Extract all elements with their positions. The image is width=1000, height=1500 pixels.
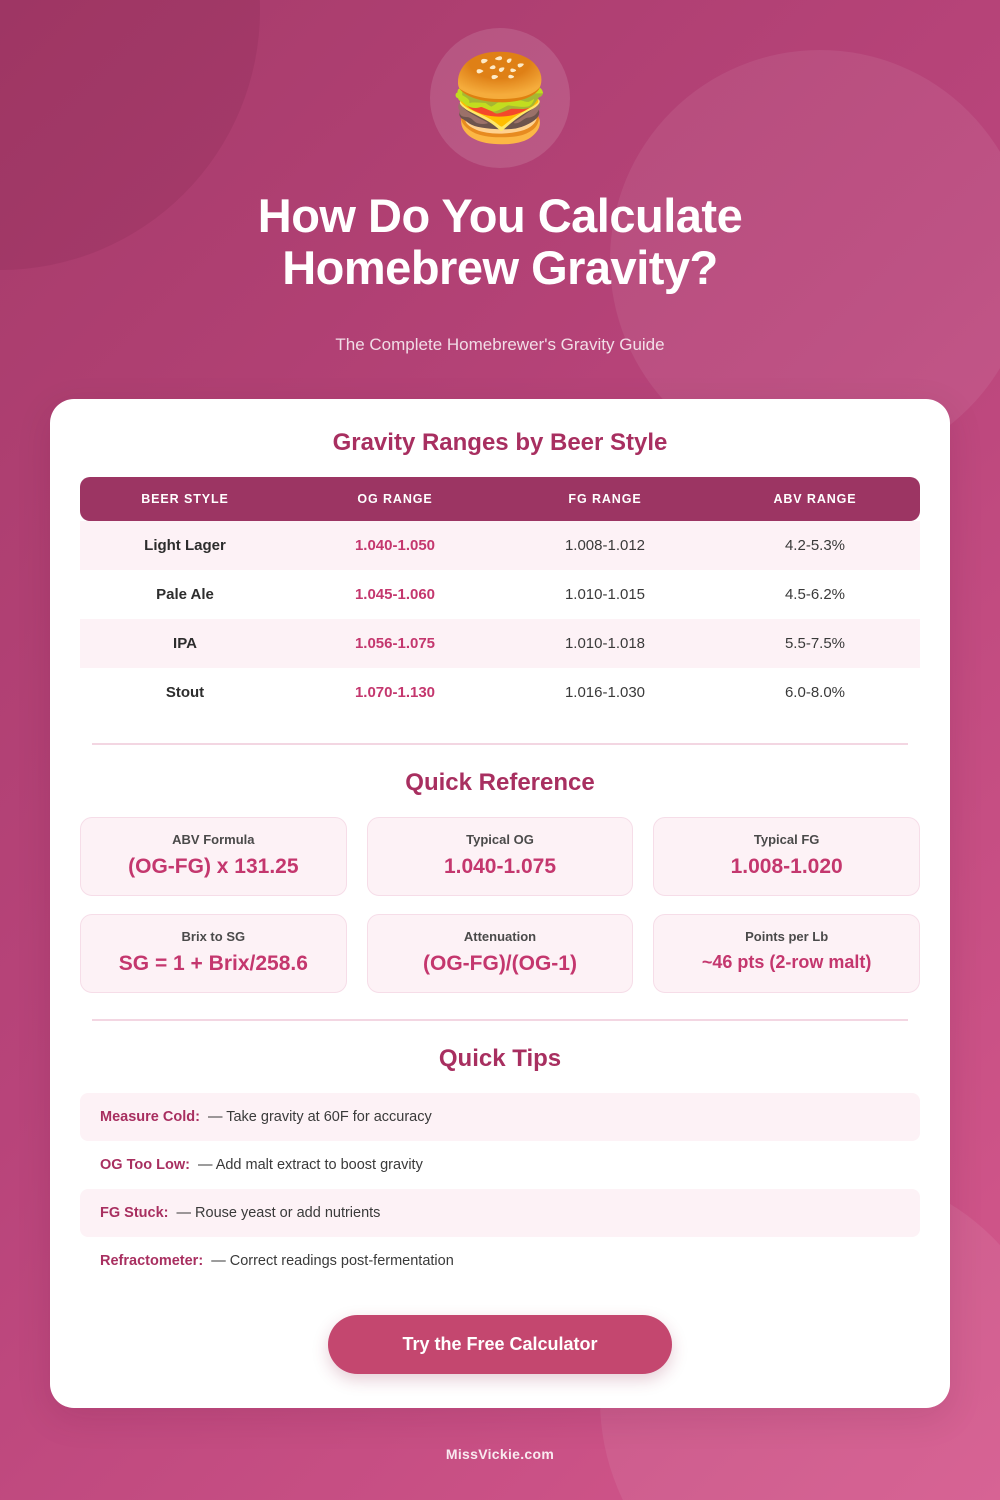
tip-text: — Add malt extract to boost gravity (197, 1157, 423, 1174)
reference-card-value: 1.008-1.020 (730, 855, 843, 879)
tip-row (80, 1189, 920, 1237)
tip-label: FG Stuck: (100, 1205, 169, 1222)
tip-row (80, 1237, 920, 1285)
reference-card-label: Brix to SG (181, 929, 246, 945)
reference-card-value: (OG-FG) x 131.25 (128, 855, 299, 879)
cta-container (80, 1315, 920, 1374)
column-header-abv-range: ABV RANGE (710, 477, 920, 521)
gravity-ranges-table (80, 477, 920, 717)
reference-card (367, 914, 634, 993)
divider-above-quick-reference (92, 743, 908, 745)
divider-above-quick-tips (92, 1019, 908, 1021)
reference-card-label: Points per Lb (745, 929, 829, 945)
table-row (80, 619, 920, 668)
reference-card (80, 914, 347, 993)
reference-card-label: Attenuation (463, 929, 537, 945)
page-title-line-1: How Do You Calculate (257, 189, 743, 242)
table-head (80, 477, 920, 521)
reference-card-value: (OG-FG)/(OG-1) (423, 952, 577, 976)
table-row (80, 668, 920, 717)
tip-text: — Take gravity at 60F for accuracy (207, 1109, 432, 1126)
table-row (80, 570, 920, 619)
hero-section (0, 0, 1000, 355)
cell-fg-range: 1.010-1.018 (500, 619, 710, 668)
reference-card-value: SG = 1 + Brix/258.6 (118, 952, 308, 976)
reference-card-label: Typical OG (466, 832, 534, 848)
page-title (120, 190, 880, 293)
quick-reference-grid (80, 817, 920, 993)
cell-og-range: 1.070-1.130 (290, 668, 500, 717)
reference-card (653, 914, 920, 993)
quick-tips-title: Quick Tips (438, 1045, 562, 1073)
reference-card (80, 817, 347, 896)
table-header-row (80, 477, 920, 521)
tip-row (80, 1093, 920, 1141)
reference-card (653, 817, 920, 896)
reference-card-value: ~46 pts (2-row malt) (701, 952, 872, 973)
try-free-calculator-button[interactable]: Try the Free Calculator (328, 1315, 671, 1374)
tip-text: — Rouse yeast or add nutrients (176, 1205, 381, 1222)
page-title-line-2: Homebrew Gravity? (282, 240, 718, 294)
tip-label: Refractometer: (100, 1253, 204, 1270)
quick-tips-list (80, 1093, 920, 1285)
tip-label: OG Too Low: (100, 1157, 190, 1174)
cell-fg-range: 1.010-1.015 (500, 570, 710, 619)
page-subtitle: The Complete Homebrewer's Gravity Guide (335, 335, 665, 355)
footer-brand: MissVickie.com (445, 1446, 555, 1463)
cell-abv-range: 6.0-8.0% (710, 668, 920, 717)
cell-beer-style: Pale Ale (80, 570, 290, 619)
column-header-beer-style: BEER STYLE (80, 477, 290, 521)
cell-og-range: 1.040-1.050 (290, 521, 500, 570)
reference-card-label: ABV Formula (172, 832, 255, 848)
column-header-og-range: OG RANGE (290, 477, 500, 521)
cell-abv-range: 4.5-6.2% (710, 570, 920, 619)
cell-beer-style: Stout (80, 668, 290, 717)
cell-abv-range: 5.5-7.5% (710, 619, 920, 668)
reference-card-value: 1.040-1.075 (443, 855, 557, 879)
table-row (80, 521, 920, 570)
cell-fg-range: 1.016-1.030 (500, 668, 710, 717)
reference-card-label: Typical FG (753, 832, 820, 848)
quick-reference-title: Quick Reference (405, 769, 595, 797)
table-body (80, 521, 920, 717)
hamburger-icon (430, 28, 570, 168)
cell-og-range: 1.056-1.075 (290, 619, 500, 668)
cell-beer-style: IPA (80, 619, 290, 668)
hamburger-icon-glyph: 🍔 (447, 51, 553, 145)
table-section-title: Gravity Ranges by Beer Style (332, 429, 668, 457)
main-card (50, 399, 950, 1408)
cell-beer-style: Light Lager (80, 521, 290, 570)
tip-label: Measure Cold: (100, 1109, 200, 1126)
tip-text: — Correct readings post-fermentation (211, 1253, 454, 1270)
tip-row (80, 1141, 920, 1189)
cell-og-range: 1.045-1.060 (290, 570, 500, 619)
reference-card (367, 817, 634, 896)
cell-abv-range: 4.2-5.3% (710, 521, 920, 570)
column-header-fg-range: FG RANGE (500, 477, 710, 521)
cell-fg-range: 1.008-1.012 (500, 521, 710, 570)
